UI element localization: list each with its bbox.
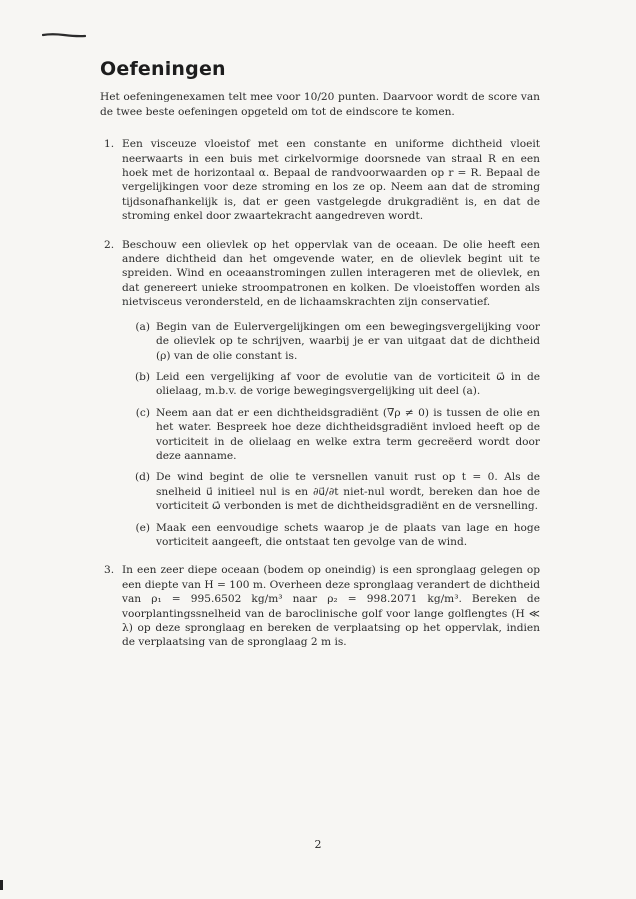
subquestion-text: Neem aan dat er een dichtheidsgradiënt (∇ρ ≠ 0) is tussen de olie en het water. Bespreek hoe deze dichtheidsgradiënt invloed heeft op de vorticiteit in de olielaag en welke extra term gecreëerd wordt door deze aanname. [156,406,540,462]
exercise-number: 2. [104,238,115,251]
subquestion-text: Leid een vergelijking af voor de evolutie van de vorticiteit ω⃗ in de olielaag, m.b.v. de vorige bewegingsvergelijking uit deel (a). [156,370,540,398]
subquestion-item [122,470,540,513]
exercise-item [100,137,540,223]
exercise-number: 1. [104,138,115,151]
scan-artifact-mark [42,32,86,38]
subquestion-item [122,320,540,363]
exercise-text: Beschouw een olievlek op het oppervlak van de oceaan. De olie heeft een andere dichtheid dan het omgevende water, en de olievlek begint uit te spreiden. Wind en oceaanstromingen zullen interageren met de olievlek, en dat genereert unieke stroompatronen en kolken. De vloeistoffen worden als nietvisceus verondersteld, en de lichaamskrachten zijn conservatief. [122,238,540,309]
intro-paragraph: Het oefeningenexamen telt mee voor 10/20 punten. Daarvoor wordt de score van de twee beste oefeningen opgeteld om tot de eindscore te komen. [100,91,540,118]
subquestion-label: (a) [135,320,150,333]
exercise-number: 3. [104,564,115,577]
subquestion-label: (b) [134,370,150,383]
subquestion-text: De wind begint de olie te versnellen vanuit rust op t = 0. Als de snelheid u⃗ initieel nul is en ∂u⃗/∂t niet-nul wordt, bereken dan hoe de vorticiteit ω⃗ verbonden is met de dichtheidsgradiënt en de versnelling. [156,471,540,513]
subquestion-label: (e) [135,521,150,534]
scan-edge-mark [0,880,3,890]
subquestion-item [122,370,540,399]
exercise-list [100,137,540,650]
exercise-item [100,238,540,550]
exercise-text: In een zeer diepe oceaan (bodem op oneindig) is een spronglaag gelegen op een diepte van H = 100 m. Overheen deze spronglaag verandert de dichtheid van ρ₁ = 995.6502 kg/m³ naar ρ₂ = 998.2071 kg/m³. Bereken de voorplantingssnelheid van de baroclinische golf voor lange golflengtes (H ≪ λ) op deze spronglaag en bereken de verplaatsing op het oppervlak, indien de verplaatsing van de spronglaag 2 m is. [122,564,540,649]
document-body [100,58,540,664]
exercise-item [100,563,540,649]
subquestion-label: (c) [135,406,150,419]
subquestion-text: Begin van de Eulervergelijkingen om een bewegingsvergelijking voor de olievlek op te schrijven, waarbij je er van uitgaat dat de dichtheid (ρ) van de olie constant is. [156,320,540,362]
page-title: Oefeningen [100,58,226,80]
subquestion-text: Maak een eenvoudige schets waarop je de plaats van lage en hoge vorticiteit aangeeft, die ontstaat ten gevolge van de wind. [156,521,540,548]
subquestion-label: (d) [134,471,150,484]
subquestion-item [122,406,540,464]
subquestion-list [122,320,540,550]
subquestion-item [122,521,540,550]
page-number: 2 [314,838,322,851]
exercise-text: Een visceuze vloeistof met een constante en uniforme dichtheid vloeit neerwaarts in een buis met cirkelvormige doorsnede van straal R en een hoek met de horizontaal α. Bepaal de randvoorwaarden op r = R. Bepaal de vergelijkingen voor deze stroming en los ze op. Neem aan dat de stroming tijdsonafhankelijk is, dat er geen vastgelegde drukgradiënt is, en dat de stroming enkel door zwaartekracht aangedreven wordt. [122,138,540,223]
